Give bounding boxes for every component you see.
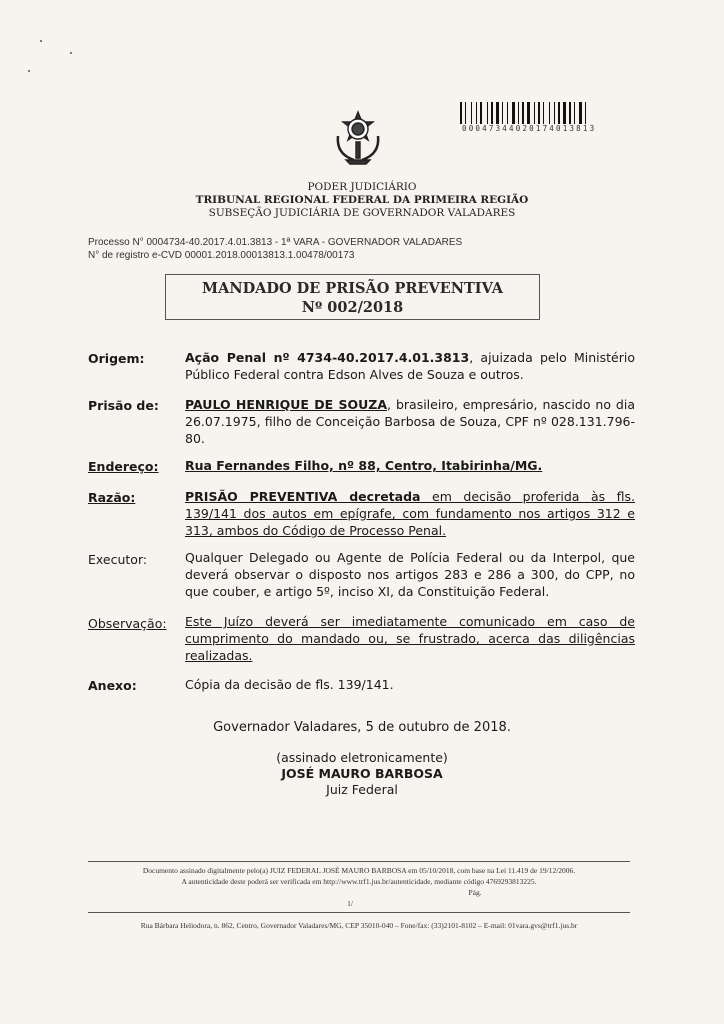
barcode-bar <box>551 102 553 124</box>
scan-speck <box>70 52 72 54</box>
barcode-bar <box>471 102 472 124</box>
barcode-bar <box>496 102 499 124</box>
prisao-text <box>185 396 635 447</box>
prisao-label: Prisão de: <box>88 398 159 413</box>
anexo-text: Cópia da decisão de fls. 139/141. <box>185 677 394 692</box>
origem-rest: , ajuizada pelo Ministério Público Federal contra Edson Alves de Souza e outros. <box>185 350 635 382</box>
barcode-bar <box>465 102 466 124</box>
barcode-bar <box>507 102 508 124</box>
document-number: Nº 002/2018 <box>301 299 404 316</box>
barcode-bar <box>522 102 524 124</box>
razao-bold: PRISÃO PREVENTIVA decretada <box>185 489 421 504</box>
barcode-number: 00047344020174013813 <box>462 124 597 133</box>
origem-label: Origem: <box>88 351 145 366</box>
barcode-bar <box>512 102 515 124</box>
header-line-1: PODER JUDICIÁRIO <box>307 181 417 193</box>
observacao-label: Observação: <box>88 616 167 631</box>
barcode-bar <box>476 102 477 124</box>
footer-page-label: Pág. <box>468 888 482 897</box>
endereco-label: Endereço: <box>88 459 159 474</box>
header-line-2: TRIBUNAL REGIONAL FEDERAL DA PRIMEIRA REGIÃO <box>195 194 529 206</box>
barcode-bar <box>500 102 501 124</box>
barcode-bar <box>527 102 530 124</box>
judge-role: Juiz Federal <box>326 782 398 797</box>
anexo-label: Anexo: <box>88 678 137 693</box>
barcode-bar <box>516 102 517 124</box>
barcode-bar <box>576 102 578 124</box>
endereco-text: Rua Fernandes Filho, nº 88, Centro, Itabirinha/MG. <box>185 458 543 473</box>
prisao-rest: , brasileiro, empresário, nascido no dia 26.07.1975, filho de Conceição Barbosa de Souza, CPF nº 028.131.796-80. <box>185 397 635 446</box>
footer-address: Rua Bárbara Heliodora, n. 862, Centro, Governador Valadares/MG, CEP 35010-040 – Fone/fax: (33)2101-8102 – E-mail: 01vara.gvs@trf1.jus.br <box>140 921 578 930</box>
observacao-text: Este Juízo deverá ser imediatamente comunicado em caso de cumprimento do mandado ou, se frustrado, acerca das diligências realizadas. <box>185 614 635 663</box>
barcode-bar <box>518 102 519 124</box>
barcode-bar <box>504 102 506 124</box>
scan-speck <box>28 70 30 72</box>
barcode-bar <box>483 102 486 124</box>
barcode-bar <box>558 102 560 124</box>
barcode-bar <box>491 102 493 124</box>
barcode-bar <box>478 102 479 124</box>
title-box <box>165 274 540 320</box>
barcode-bar <box>480 102 482 124</box>
process-number: Processo N° 0004734-40.2017.4.01.3813 - 1ª VARA - GOVERNADOR VALADARES <box>88 237 463 248</box>
barcode <box>460 102 628 124</box>
footer-signature-note: Documento assinado digitalmente pelo(a) JUIZ FEDERAL JOSÉ MAURO BARBOSA em 05/10/2018, com base na Lei 11.419 de 19/12/2006. <box>142 866 576 875</box>
barcode-bar <box>563 102 566 124</box>
barcode-bar <box>583 102 584 124</box>
barcode-bar <box>502 102 503 124</box>
signature-note: (assinado eletronicamente) <box>276 750 448 765</box>
razao-label: Razão: <box>88 490 136 505</box>
barcode-bar <box>543 102 544 124</box>
defendant-name: PAULO HENRIQUE DE SOUZA <box>185 397 388 412</box>
executor-label: Executor: <box>88 552 148 567</box>
barcode-bar <box>534 102 535 124</box>
barcode-bar <box>572 102 573 124</box>
barcode-bar <box>538 102 540 124</box>
scan-speck <box>40 40 42 42</box>
barcode-bar <box>574 102 575 124</box>
executor-text: Qualquer Delegado ou Agente de Polícia Federal ou da Interpol, que deverá observar o disposto nos artigos 283 e 286 a 300, do CPP, no que couber, e artigo 5º, inciso XI, da Constituição Federal. <box>185 550 635 599</box>
footer-rule-top <box>88 861 630 862</box>
barcode-bar <box>554 102 555 124</box>
footer-authenticity: A autenticidade deste poderá ser verificada em http://www.trf1.jus.br/autenticidade, mediante código 4769293813225. <box>181 877 537 886</box>
barcode-bar <box>561 102 562 124</box>
barcode-bar <box>579 102 582 124</box>
barcode-bar <box>460 102 462 124</box>
header-line-3: SUBSEÇÃO JUDICIÁRIA DE GOVERNADOR VALADARES <box>208 207 516 219</box>
origem-text <box>185 349 635 383</box>
footer-page-number: 1/ <box>347 899 353 908</box>
barcode-bar <box>541 102 542 124</box>
place-date: Governador Valadares, 5 de outubro de 2018. <box>213 720 511 735</box>
registry-number: N° de registro e-CVD 00001.2018.00013813.1.00478/00173 <box>88 250 355 261</box>
barcode-bar <box>520 102 521 124</box>
document-title: MANDADO DE PRISÃO PREVENTIVA <box>202 280 503 297</box>
barcode-bar <box>545 102 548 124</box>
judge-name: JOSÉ MAURO BARBOSA <box>281 766 443 781</box>
razao-rest: em decisão proferida às fls. 139/141 dos autos em epígrafe, com fundamento nos artigos 312 e 313, ambos do Código de Processo Penal. <box>185 489 635 538</box>
barcode-bar <box>463 102 464 124</box>
barcode-bar <box>585 102 586 124</box>
barcode-bar <box>531 102 533 124</box>
barcode-bar <box>489 102 490 124</box>
barcode-bar <box>467 102 470 124</box>
footer-rule-bottom <box>88 912 630 913</box>
barcode-bar <box>509 102 511 124</box>
barcode-bar <box>487 102 488 124</box>
coat-of-arms-icon <box>332 110 384 166</box>
barcode-bar <box>549 102 550 124</box>
barcode-bar <box>567 102 568 124</box>
barcode-bar <box>587 102 589 124</box>
barcode-bar <box>556 102 557 124</box>
barcode-bar <box>494 102 495 124</box>
barcode-bar <box>569 102 571 124</box>
barcode-bar <box>536 102 537 124</box>
barcode-bar <box>473 102 475 124</box>
origem-case: Ação Penal nº 4734-40.2017.4.01.3813 <box>185 350 470 365</box>
razao-text <box>185 488 635 539</box>
barcode-bar <box>525 102 526 124</box>
